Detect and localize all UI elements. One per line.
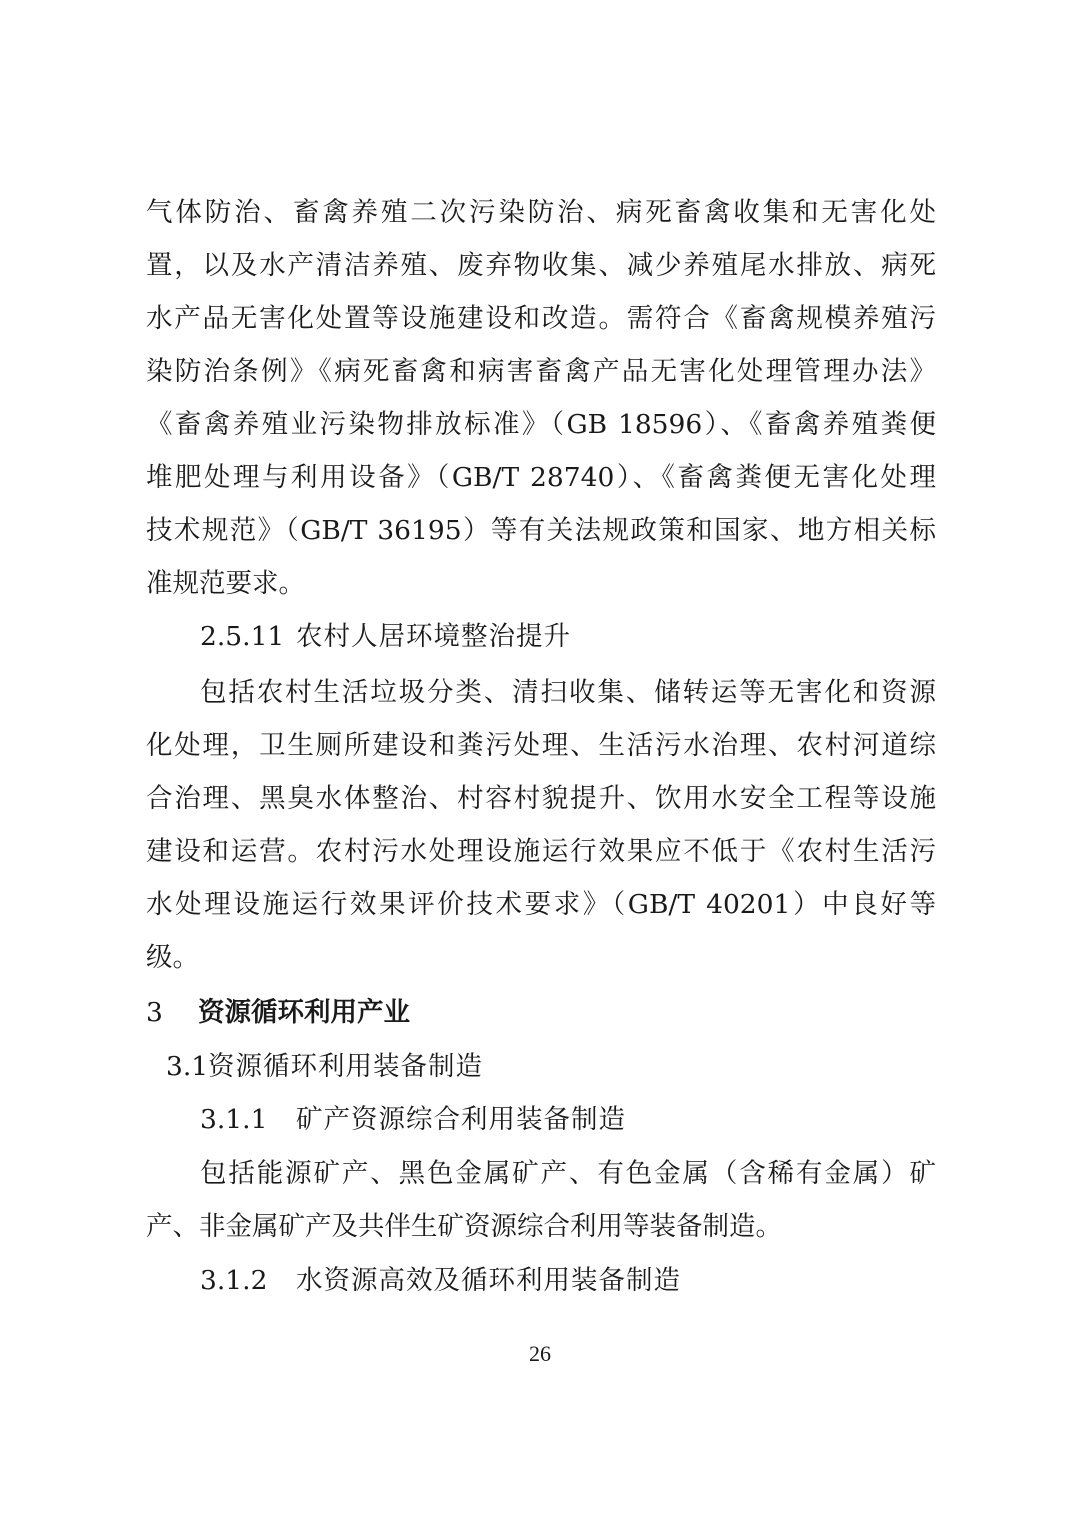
section-heading-3 <box>146 996 410 1030</box>
section-heading-2-5-11 <box>200 620 571 654</box>
heading-title: 资源循环利用装备制造 <box>208 1051 483 1082</box>
paragraph-line: 置，以及水产清洁养殖、废弃物收集、减少养殖尾水排放、病死 <box>146 250 936 281</box>
heading-number: 2.5.11 <box>200 621 285 652</box>
heading-title: 农村人居环境整治提升 <box>296 621 571 652</box>
heading-title: 资源循环利用产业 <box>198 997 410 1028</box>
paragraph-line: 建设和运营。农村污水处理设施运行效果应不低于《农村生活污 <box>146 836 936 867</box>
section-heading-3-1-1 <box>200 1103 626 1137</box>
section-heading-3-1-2 <box>200 1264 681 1298</box>
paragraph-line: 水产品无害化处置等设施建设和改造。需符合《畜禽规模养殖污 <box>146 303 936 334</box>
paragraph-line: 染防治条例》《病死畜禽和病害畜禽产品无害化处理管理办法》 <box>146 356 936 387</box>
paragraph-line: 合治理、黑臭水体整治、村容村貌提升、饮用水安全工程等设施 <box>146 783 936 814</box>
paragraph-line: 准规范要求。 <box>146 568 305 599</box>
paragraph-line: 级。 <box>146 942 199 973</box>
paragraph-line: 产、非金属矿产及共伴生矿资源综合利用等装备制造。 <box>146 1211 782 1242</box>
paragraph-line: 气体防治、畜禽养殖二次污染防治、病死畜禽收集和无害化处 <box>146 197 936 228</box>
paragraph-line: 技术规范》（GB/T 36195）等有关法规政策和国家、地方相关标 <box>146 515 936 546</box>
paragraph-line: 包括能源矿产、黑色金属矿产、有色金属（含稀有金属）矿 <box>200 1158 936 1189</box>
heading-title: 矿产资源综合利用装备制造 <box>296 1104 626 1135</box>
section-heading-3-1 <box>166 1050 483 1084</box>
paragraph-line: 水处理设施运行效果评价技术要求》（GB/T 40201）中良好等 <box>146 889 936 920</box>
heading-number: 3 <box>146 997 163 1028</box>
paragraph-line: 包括农村生活垃圾分类、清扫收集、储转运等无害化和资源 <box>200 677 936 708</box>
heading-title: 水资源高效及循环利用装备制造 <box>296 1265 681 1296</box>
heading-number: 3.1 <box>166 1051 209 1082</box>
paragraph-line: 化处理，卫生厕所建设和粪污处理、生活污水治理、农村河道综 <box>146 730 936 761</box>
paragraph-line: 《畜禽养殖业污染物排放标准》（GB 18596）、《畜禽养殖粪便 <box>146 409 936 440</box>
paragraph-line: 堆肥处理与利用设备》（GB/T 28740）、《畜禽粪便无害化处理 <box>146 462 936 493</box>
heading-number: 3.1.2 <box>200 1265 268 1296</box>
heading-number: 3.1.1 <box>200 1104 268 1135</box>
page-number: 26 <box>529 1341 551 1366</box>
